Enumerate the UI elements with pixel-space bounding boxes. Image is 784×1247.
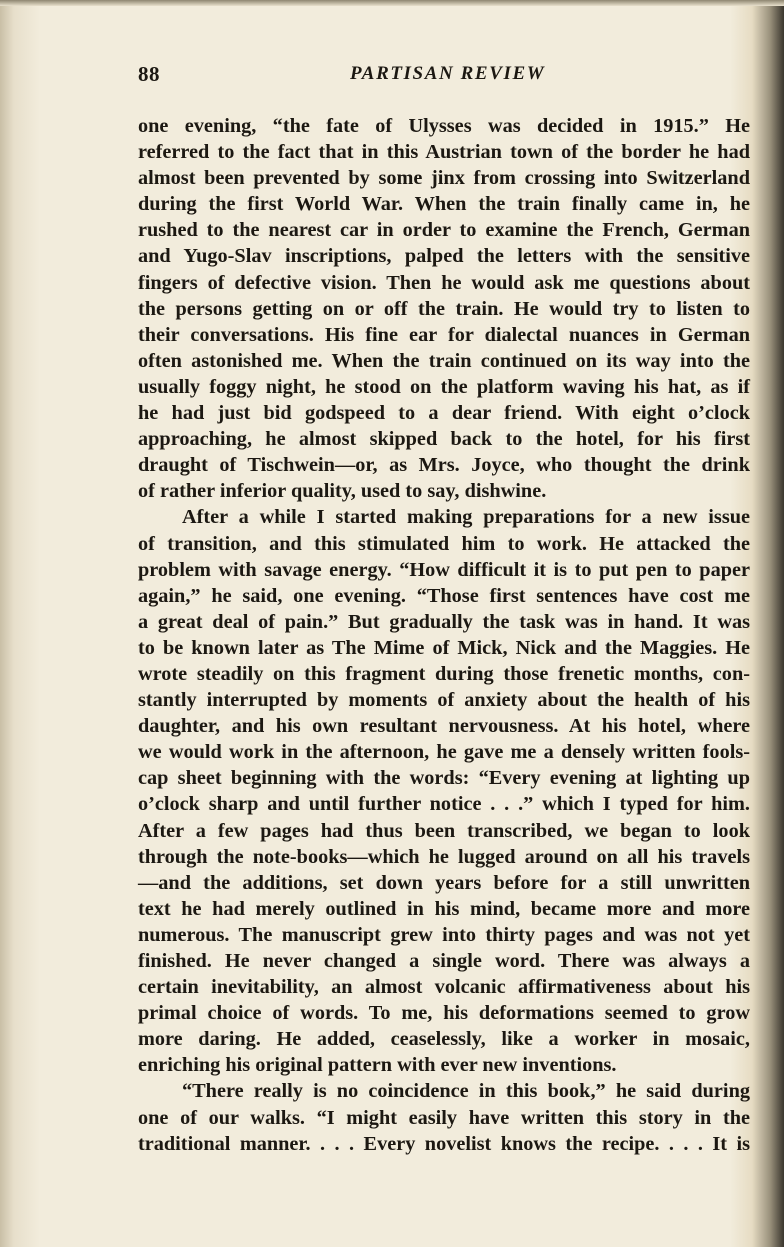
text-line: the persons getting on or off the train. He would try to listen to xyxy=(138,297,750,320)
text-line: certain inevitability, an almost volcanic affirmativeness about his xyxy=(138,976,750,999)
text-line: stantly interrupted by moments of anxiety about the health of his xyxy=(138,689,750,712)
text-line: one evening, “the fate of Ulysses was decided in 1915.” He xyxy=(138,115,750,137)
text-line: he had just bid godspeed to a dear friend. With eight o’clock xyxy=(138,402,750,425)
text-line: to be known later as The Mime of Mick, Nick and the Maggies. He xyxy=(138,636,750,659)
paragraph-1 xyxy=(138,113,750,504)
paragraph-3 xyxy=(138,1078,750,1156)
text-line: “There really is no coincidence in this book,” he said during xyxy=(182,1080,750,1103)
text-line: during the first World War. When the train finally came in, he xyxy=(138,193,750,216)
text-line: through the note-books—which he lugged around on all his travels xyxy=(138,845,750,868)
text-line: wrote steadily on this fragment during those frenetic months, con- xyxy=(138,662,750,685)
body-text xyxy=(138,113,750,1157)
text-line: problem with savage energy. “How difficult it is to put pen to paper xyxy=(138,558,750,581)
text-line: cap sheet beginning with the words: “Every evening at lighting up xyxy=(138,767,750,790)
text-line: After a few pages had thus been transcribed, we began to look xyxy=(138,819,750,842)
text-line: finished. He never changed a single word. There was always a xyxy=(138,950,750,972)
text-line: more daring. He added, ceaselessly, like a worker in mosaic, xyxy=(138,1028,750,1051)
text-line: fingers of defective vision. Then he would ask me questions about xyxy=(138,271,750,294)
text-line: usually foggy night, he stood on the platform waving his hat, as if xyxy=(138,375,750,398)
text-line: o’clock sharp and until further notice . . .” which I typed for him. xyxy=(138,793,750,816)
text-line: traditional manner. . . . Every novelist knows the recipe. . . . It is xyxy=(138,1132,750,1155)
text-line: referred to the fact that in this Austrian town of the border he had xyxy=(138,141,750,164)
text-line: —and the additions, set down years before for a still unwritten xyxy=(138,871,750,894)
text-line: draught of Tischwein—or, as Mrs. Joyce, who thought the drink xyxy=(138,454,750,477)
text-line: their conversations. His fine ear for dialectal nuances in German xyxy=(138,323,750,346)
text-line: text he had merely outlined in his mind, became more and more xyxy=(138,897,750,920)
text-line: enriching his original pattern with ever new inventions. xyxy=(138,1054,617,1077)
running-title: PARTISAN REVIEW xyxy=(350,63,546,84)
text-line: After a while I started making preparations for a new issue xyxy=(182,506,750,529)
text-line: we would work in the afternoon, he gave me a densely written fools- xyxy=(138,741,750,764)
text-line: of transition, and this stimulated him to work. He attacked the xyxy=(138,532,750,555)
page-top-edge xyxy=(0,0,784,6)
text-line: often astonished me. When the train continued on its way into the xyxy=(138,349,750,372)
text-line: rushed to the nearest car in order to examine the French, German xyxy=(138,219,750,242)
text-line: one of our walks. “I might easily have written this story in the xyxy=(138,1106,750,1129)
text-line: almost been prevented by some jinx from crossing into Switzerland xyxy=(138,167,750,190)
text-line: a great deal of pain.” But gradually the task was in hand. It was xyxy=(138,610,750,633)
page-header xyxy=(138,62,750,94)
paragraph-2 xyxy=(138,504,750,1078)
text-line: primal choice of words. To me, his deformations seemed to grow xyxy=(138,1002,750,1025)
text-line: daughter, and his own resultant nervousness. At his hotel, where xyxy=(138,715,750,738)
text-line: again,” he said, one evening. “Those first sentences have cost me xyxy=(138,584,750,607)
text-line: approaching, he almost skipped back to the hotel, for his first xyxy=(138,428,750,451)
text-line: numerous. The manuscript grew into thirty pages and was not yet xyxy=(138,923,750,946)
text-line: and Yugo-Slav inscriptions, palped the letters with the sensitive xyxy=(138,245,750,268)
page-number: 88 xyxy=(138,62,160,86)
text-line: of rather inferior quality, used to say, dishwine. xyxy=(138,480,547,503)
